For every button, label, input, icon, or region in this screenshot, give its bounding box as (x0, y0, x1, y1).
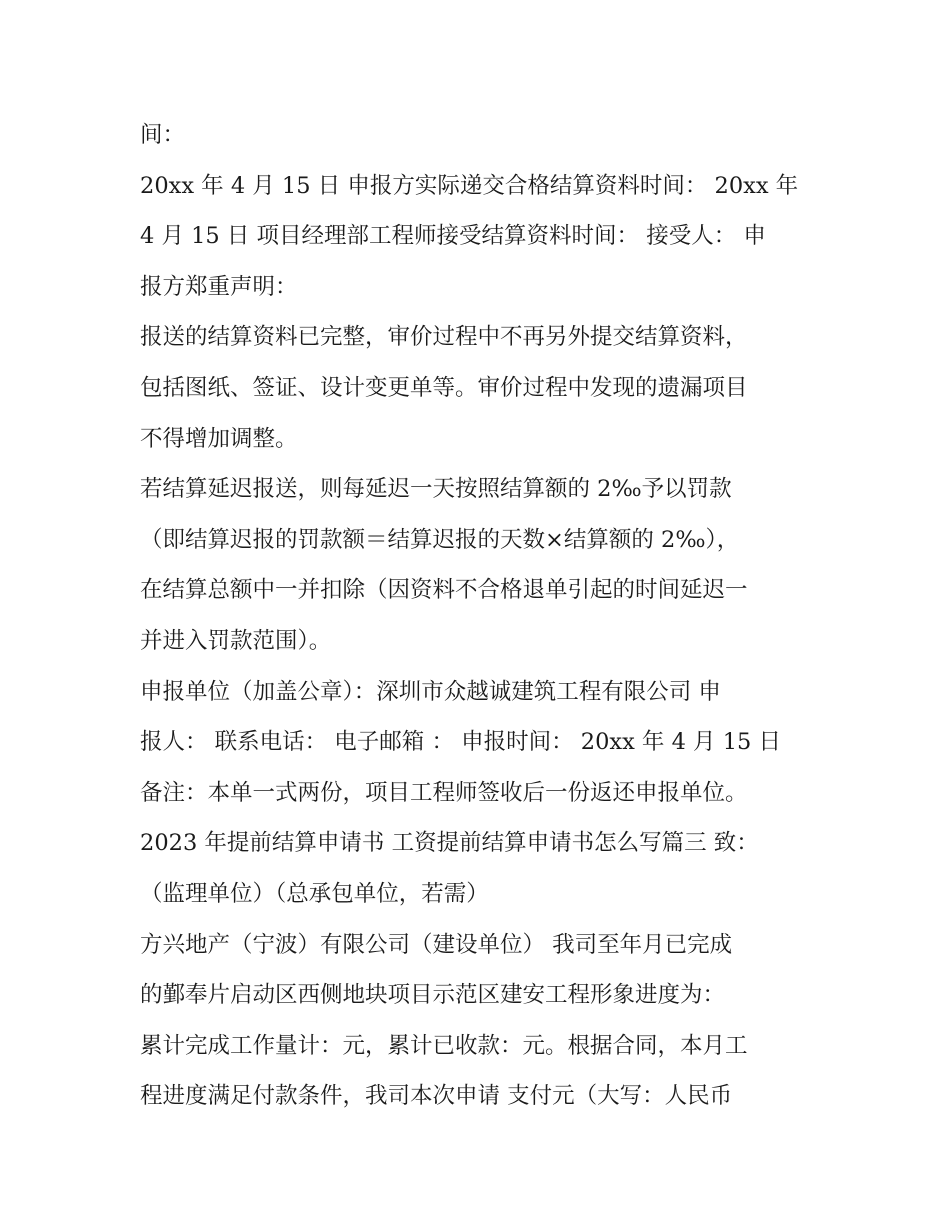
text-line: 累计完成工作量计：元，累计已收款：元。根据合同，本月工 (140, 1032, 748, 1059)
text-line: 不得增加调整。 (140, 425, 298, 452)
text-line: 报送的结算资料已完整，审价过程中不再另外提交结算资料， (140, 324, 748, 351)
text-line: 申报单位（加盖公章）：深圳市众越诚建筑工程有限公司 申 (140, 678, 721, 705)
text-line: （监理单位）（总承包单位，若需） (140, 880, 489, 907)
text-line: 的鄞奉片启动区西侧地块项目示范区建安工程形象进度为： (140, 982, 726, 1009)
text-line: 报方郑重声明： (140, 273, 298, 300)
text-line: 2023 年提前结算申请书 工资提前结算申请书怎么写篇三 致： (140, 830, 759, 857)
text-line: 在结算总额中一并扣除（因资料不合格退单引起的时间延迟一 (140, 577, 748, 604)
text-line: 程进度满足付款条件，我司本次申请 支付元（大写：人民币 (140, 1083, 733, 1110)
text-line: 备注：本单一式两份，项目工程师签收后一份返还申报单位。 (140, 779, 748, 806)
text-line: 方兴地产（宁波）有限公司（建设单位） 我司至年月已完成 (140, 931, 733, 958)
text-line: 并进入罚款范围）。 (140, 627, 332, 654)
text-line: （即结算迟报的罚款额＝结算迟报的天数×结算额的 2‰）， (140, 526, 740, 553)
text-line: 包括图纸、签证、设计变更单等。审价过程中发现的遗漏项目 (140, 374, 748, 401)
document-body (140, 110, 820, 1122)
text-line: 若结算延迟报送，则每延迟一天按照结算额的 2‰予以罚款 (140, 476, 732, 503)
text-line: 间： (140, 122, 186, 148)
text-line: 4 月 15 日 项目经理部工程师接受结算资料时间： 接受人： 申 (140, 223, 766, 250)
text-line: 20xx 年 4 月 15 日 申报方实际递交合格结算资料时间： 20xx 年 (140, 172, 799, 199)
text-line: 报人： 联系电话： 电子邮箱 ： 申报时间： 20xx 年 4 月 15 日 (140, 729, 781, 756)
